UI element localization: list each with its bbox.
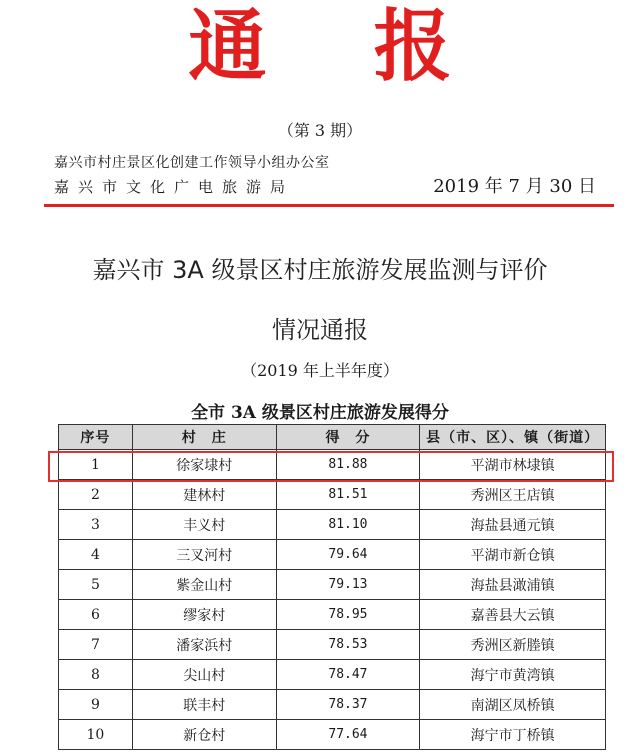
issue-number: （第 3 期）: [277, 121, 363, 140]
location-cell: 海宁市黄湾镇: [420, 660, 606, 690]
score-cell: 77.64: [276, 720, 420, 750]
table-row: [59, 540, 606, 570]
village-cell: 新仓村: [132, 720, 276, 750]
rank-cell: 8: [59, 660, 133, 690]
score-cell: 81.51: [276, 480, 420, 510]
document-banner-title: 通 报: [188, 1, 492, 92]
rank-cell: 5: [59, 570, 133, 600]
score-cell: 81.10: [276, 510, 420, 540]
score-cell: 78.95: [276, 600, 420, 630]
score-cell: 78.47: [276, 660, 420, 690]
table-row: [59, 450, 606, 480]
rank-cell: 3: [59, 510, 133, 540]
rank-cell: 7: [59, 630, 133, 660]
score-cell: 78.37: [276, 690, 420, 720]
table-row: [59, 510, 606, 540]
score-table: [58, 424, 606, 750]
location-cell: 平湖市林埭镇: [420, 450, 606, 480]
location-cell: 南湖区凤桥镇: [420, 690, 606, 720]
table-row: [59, 720, 606, 750]
table-row: [59, 630, 606, 660]
score-cell: 79.13: [276, 570, 420, 600]
report-title-line2: 情况通报: [272, 316, 368, 344]
issuer-bureau: 嘉兴市文化广电旅游局: [54, 178, 295, 196]
village-cell: 缪家村: [132, 600, 276, 630]
table-row: [59, 600, 606, 630]
red-divider-line: [44, 204, 614, 207]
village-cell: 丰义村: [132, 510, 276, 540]
score-cell: 78.53: [276, 630, 420, 660]
table-row: [59, 480, 606, 510]
rank-cell: 2: [59, 480, 133, 510]
report-period: （2019 年上半年度）: [241, 361, 399, 380]
column-header-score: 得 分: [276, 425, 420, 450]
location-cell: 嘉善县大云镇: [420, 600, 606, 630]
location-cell: 秀洲区新塍镇: [420, 630, 606, 660]
location-cell: 海宁市丁桥镇: [420, 720, 606, 750]
rank-cell: 10: [59, 720, 133, 750]
village-cell: 尖山村: [132, 660, 276, 690]
column-header-rank: 序号: [59, 425, 133, 450]
rank-cell: 4: [59, 540, 133, 570]
table-row: [59, 570, 606, 600]
village-cell: 联丰村: [132, 690, 276, 720]
village-cell: 潘家浜村: [132, 630, 276, 660]
location-cell: 秀洲区王店镇: [420, 480, 606, 510]
score-cell: 81.88: [276, 450, 420, 480]
village-cell: 三叉河村: [132, 540, 276, 570]
column-header-location: 县（市、区）、镇（街道）: [420, 425, 606, 450]
village-cell: 紫金山村: [132, 570, 276, 600]
location-cell: 海盐县澉浦镇: [420, 570, 606, 600]
score-cell: 79.64: [276, 540, 420, 570]
location-cell: 平湖市新仓镇: [420, 540, 606, 570]
rank-cell: 1: [59, 450, 133, 480]
location-cell: 海盐县通元镇: [420, 510, 606, 540]
village-cell: 建林村: [132, 480, 276, 510]
rank-cell: 9: [59, 690, 133, 720]
issue-date: 2019 年 7 月 30 日: [433, 176, 596, 197]
village-cell: 徐家埭村: [132, 450, 276, 480]
issuer-office: 嘉兴市村庄景区化创建工作领导小组办公室: [54, 155, 330, 171]
table-title: 全市 3A 级景区村庄旅游发展得分: [191, 403, 449, 423]
rank-cell: 6: [59, 600, 133, 630]
table-row: [59, 660, 606, 690]
report-title-line1: 嘉兴市 3A 级景区村庄旅游发展监测与评价: [92, 256, 548, 284]
column-header-village: 村 庄: [132, 425, 276, 450]
table-header-row: [59, 425, 606, 450]
table-row: [59, 690, 606, 720]
